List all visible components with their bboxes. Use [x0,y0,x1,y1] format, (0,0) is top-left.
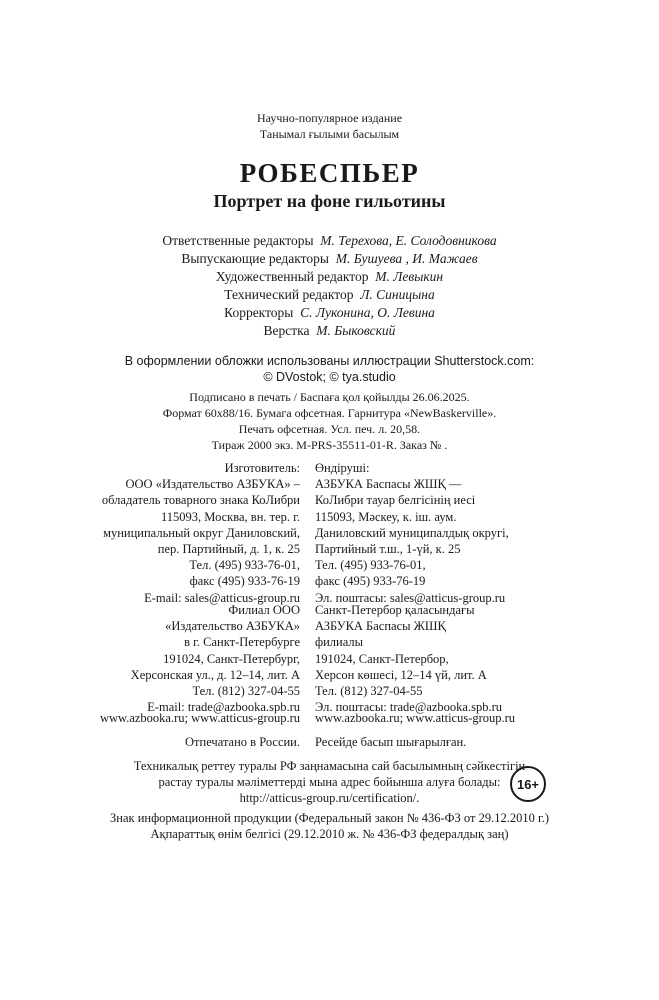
credit-line [0,286,659,304]
manufacturer-kz-line: 115093, Мәскеу, к. іш. аум. [315,509,457,524]
credit-line [0,304,659,322]
credit-role: Выпускающие редакторы [181,251,329,266]
branch-ru-line: Тел. (812) 327-04-55 [192,684,300,699]
credits-block [0,232,659,340]
branch-kz-line: Санкт-Петербор қаласындағы [315,603,475,617]
branch-kz [315,602,615,715]
manufacturer-ru-email: E-mail: sales@atticus-group.ru [144,590,300,605]
info-product-sign [0,810,659,842]
certification-url: http://atticus-group.ru/certification/. [239,791,420,805]
manufacturer-ru-line: 115093, Москва, вн. тер. г. [160,509,300,524]
manufacturer-kz-line: Өндіруші: [315,461,370,475]
branch-ru-line: 191024, Санкт-Петербург, [163,651,300,666]
manufacturer-kz-line: Партийный т.ш., 1-үй, к. 25 [315,542,461,557]
print-info-line: Тираж 2000 экз. M-PRS-35511-01-R. Заказ № . [211,438,448,452]
branch-kz-line: АЗБУКА Баспасы ЖШҚ [315,619,446,634]
credit-names: М. Бушуева , И. Мажаев [335,251,478,266]
print-info [0,389,659,453]
book-subtitle: Портрет на фоне гильотины [213,191,446,211]
branch-kz-line: 191024, Санкт-Петербор, [315,651,449,666]
branch-ru-line: в г. Санкт-Петербурге [184,635,300,650]
credit-names: С. Луконина, О. Левина [300,305,435,320]
branch-kz-line: Тел. (812) 327-04-55 [315,684,423,699]
manufacturer-kz-line: АЗБУКА Баспасы ЖШҚ — [315,477,462,492]
print-info-line: Формат 60x88/16. Бумага офсетная. Гарнитура «NewBaskerville». [162,406,497,420]
manufacturer-ru-line: факс (495) 933-76-19 [189,574,300,589]
printed-in-kz: Ресейде басып шығарылған. [315,735,467,749]
credit-names: М. Терехова, Е. Солодовникова [320,233,497,248]
branch-ru-line: «Издательство АЗБУКА» [165,619,300,634]
manufacturer-kz-line: факс (495) 933-76-19 [315,574,426,589]
websites-ru: www.azbooka.ru; www.atticus-group.ru [99,711,300,725]
certification-line: Техникалық реттеу туралы РФ заңнамасына сай басылымның сәйкестігін [133,759,526,773]
edition-type: Научно-популярное издание [256,111,403,125]
credit-line [0,268,659,286]
print-info-line: Печать офсетная. Усл. печ. л. 20,58. [238,422,421,436]
branch-ru [40,602,300,715]
branch-ru-line: Филиал ООО [228,603,300,617]
print-info-line: Подписано в печать / Баспаға қол қойылды 26.06.2025. [189,390,470,404]
manufacturer-ru-line: обладатель товарного знака КоЛибри [101,493,300,508]
manufacturer-ru [40,460,300,606]
credit-line [0,322,659,340]
book-title: РОБЕСПЬЕР [239,158,420,188]
age-rating-badge: 16+ [510,766,546,802]
illustrations-line: В оформлении обложки использованы иллюстрации Shutterstock.com: [124,354,535,368]
manufacturer-ru-line: муниципальный округ Даниловский, [103,525,300,540]
printed-in-ru: Отпечатано в России. [185,735,300,749]
manufacturer-kz-email: Эл. поштасы: sales@atticus-group.ru [315,590,506,605]
credit-role: Ответственные редакторы [162,233,314,248]
branch-ru-line: Херсонская ул., д. 12–14, лит. А [130,667,300,682]
edition-type-kz: Танымал ғылыми басылым [259,127,400,141]
credit-names: Л. Синицына [360,287,435,302]
credit-line [0,232,659,250]
manufacturer-kz-line: Тел. (495) 933-76-01, [315,558,426,573]
certification-note [0,758,659,806]
branch-kz-email: Эл. поштасы: trade@azbooka.spb.ru [315,700,503,715]
credit-role: Технический редактор [224,287,354,302]
manufacturer-ru-line: Изготовитель: [224,461,300,475]
illustrations-note [0,353,659,385]
websites-kz: www.azbooka.ru; www.atticus-group.ru [315,711,516,725]
credit-role: Художественный редактор [215,269,369,284]
branch-ru-email: E-mail: trade@azbooka.spb.ru [147,700,300,715]
credit-role: Корректоры [224,305,294,320]
credit-names: М. Левыкин [375,269,444,284]
manufacturer-ru-line: пер. Партийный, д. 1, к. 25 [157,542,300,557]
manufacturer-kz-line: Даниловский муниципалдық округі, [315,525,509,540]
manufacturer-kz-line: КоЛибри тауар белгісінің иесі [315,493,476,508]
branch-kz-line: Херсон көшесі, 12–14 үй, лит. А [315,667,487,682]
credit-names: М. Быковский [316,323,396,338]
illustrations-copyright: © DVostok; © tya.studio [263,370,396,384]
certification-line: растау туралы мәліметтерді мына адрес бойынша алуға болады: [158,775,501,789]
manufacturer-ru-line: ООО «Издательство АЗБУКА» – [125,477,300,492]
info-sign-line: Знак информационной продукции (Федеральный закон № 436-ФЗ от 29.12.2010 г.) [110,811,549,825]
info-sign-line: Ақпараттық өнім белгісі (29.12.2010 ж. № 436-ФЗ федералдық заң) [150,827,509,841]
credit-role: Верстка [263,323,310,338]
branch-kz-line: филиалы [315,635,364,650]
manufacturer-ru-line: Тел. (495) 933-76-01, [189,558,300,573]
credit-line [0,250,659,268]
manufacturer-kz [315,460,615,606]
